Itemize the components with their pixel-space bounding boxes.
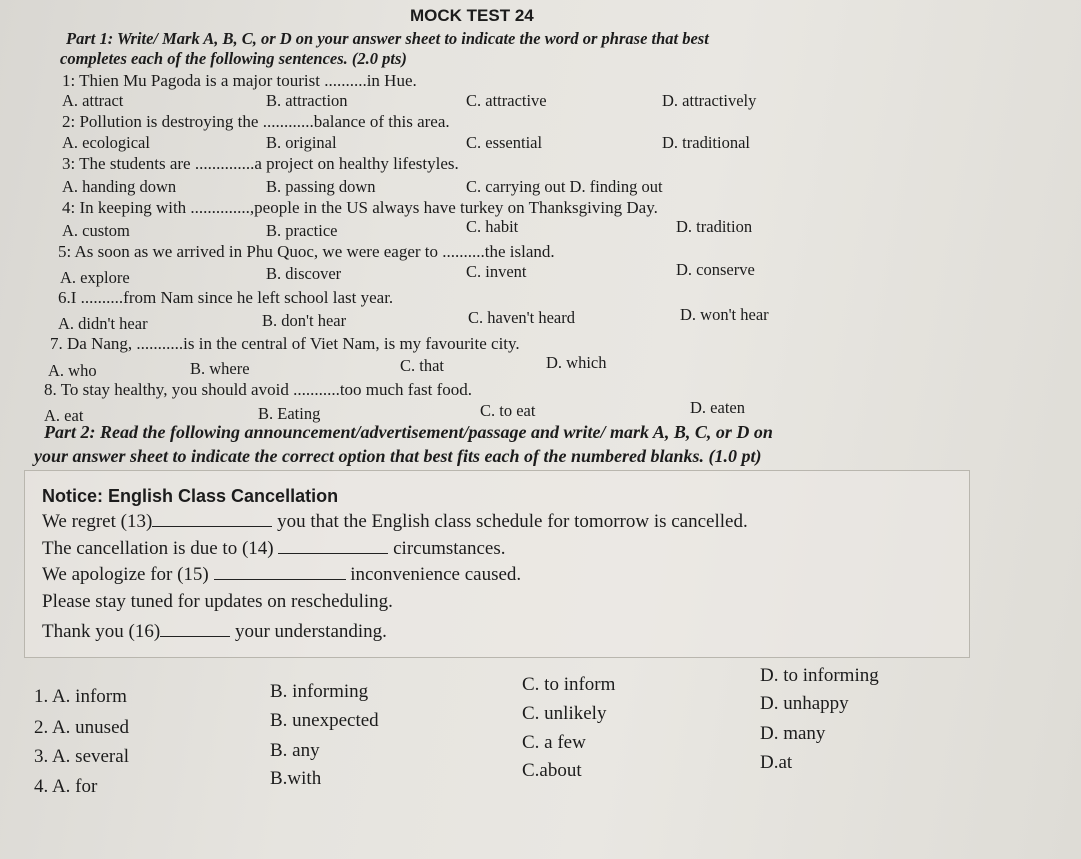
question-text: 6.I ..........from Nam since he left school last year. [58,288,394,307]
notice-text: Thank you (16) [42,621,161,642]
part1-instruction-cont: completes each of the following sentences. (2.0 pts) [60,49,407,68]
answer-option-c: C. a few [522,732,586,753]
answer-option-a: 4. A. for [34,776,98,797]
answer-option-b: B. informing [270,681,369,702]
option-a: A. who [48,361,97,380]
option-b: B. practice [266,221,338,240]
answer-option-d: D.at [760,752,793,773]
blank-14 [278,537,388,554]
option-b: B. original [266,133,337,152]
option-a: A. handing down [62,177,177,196]
option-c: C. to eat [480,401,536,420]
option-a: A. custom [62,221,130,240]
notice-line [42,620,387,643]
option-d: D. tradition [676,217,753,236]
option-a: A. attract [62,91,124,110]
option-c-d: C. carrying out D. finding out [466,177,663,196]
answer-option-c: C.about [522,760,582,781]
question-text: 1: Thien Mu Pagoda is a major tourist ..........in Hue. [62,71,417,90]
option-c: C. invent [466,262,527,281]
notice-text: circumstances. [393,538,506,559]
question-text: 8. To stay healthy, you should avoid ...........too much fast food. [44,380,473,399]
notice-text: your understanding. [234,621,387,642]
part2-instruction-cont: your answer sheet to indicate the correct option that best fits each of the numbered blanks. (1.0 pt) [34,446,762,466]
option-a: A. didn't hear [58,314,148,333]
answer-option-a: 1. A. inform [34,686,127,707]
notice-text: The cancellation is due to (14) [42,538,274,559]
answer-option-c: C. to inform [522,674,616,695]
part1-instruction: Part 1: Write/ Mark A, B, C, or D on your answer sheet to indicate the word or phrase that best [66,29,709,48]
page-title: MOCK TEST 24 [410,6,534,25]
option-b: B. passing down [266,177,376,196]
notice-text: Please stay tuned for updates on rescheduling. [42,591,393,612]
notice-line [42,563,521,586]
answer-option-d: D. many [760,723,826,744]
option-d: D. conserve [676,260,755,279]
option-b: B. Eating [258,404,321,423]
option-d: D. attractively [662,91,757,110]
answer-option-b: B. any [270,740,320,761]
question-text: 7. Da Nang, ...........is in the central of Viet Nam, is my favourite city. [50,334,520,353]
option-c: C. habit [466,217,519,236]
option-c: C. essential [466,133,543,152]
option-c: C. that [400,356,444,375]
question-text: 3: The students are ..............a project on healthy lifestyles. [62,154,459,173]
notice-text: We apologize for (15) [42,564,209,585]
option-c: C. haven't heard [468,308,575,327]
notice-text: you that the English class schedule for tomorrow is cancelled. [277,511,748,532]
part2-instruction: Part 2: Read the following announcement/advertisement/passage and write/ mark A, B, C, or D on [44,422,773,442]
notice-line [42,537,505,560]
option-b: B. attraction [266,91,348,110]
blank-16 [160,620,230,637]
option-d: D. which [546,353,607,372]
option-d: D. eaten [690,398,745,417]
answer-option-b: B. unexpected [270,710,379,731]
question-text: 5: As soon as we arrived in Phu Quoc, we were eager to ..........the island. [58,242,555,261]
blank-15 [214,563,346,580]
notice-line [42,510,748,533]
option-a: A. ecological [62,133,150,152]
option-d: D. traditional [662,133,750,152]
option-b: B. where [190,359,250,378]
answer-option-d: D. to informing [760,665,879,686]
answer-option-c: C. unlikely [522,703,607,724]
option-a: A. eat [44,406,84,425]
option-a: A. explore [60,268,130,287]
blank-13 [152,510,272,527]
option-c: C. attractive [466,91,547,110]
option-b: B. discover [266,264,342,283]
notice-title: Notice: English Class Cancellation [42,486,339,506]
notice-text: We regret (13) [42,511,153,532]
option-b: B. don't hear [262,311,347,330]
answer-option-a: 2. A. unused [34,717,129,738]
question-text: 4: In keeping with ..............,people in the US always have turkey on Thanksgiving Day. [62,198,658,217]
answer-option-d: D. unhappy [760,693,849,714]
answer-option-a: 3. A. several [34,746,129,767]
notice-text: inconvenience caused. [350,564,522,585]
question-text: 2: Pollution is destroying the ............balance of this area. [62,112,450,131]
option-d: D. won't hear [680,305,769,324]
answer-option-b: B.with [270,768,322,789]
